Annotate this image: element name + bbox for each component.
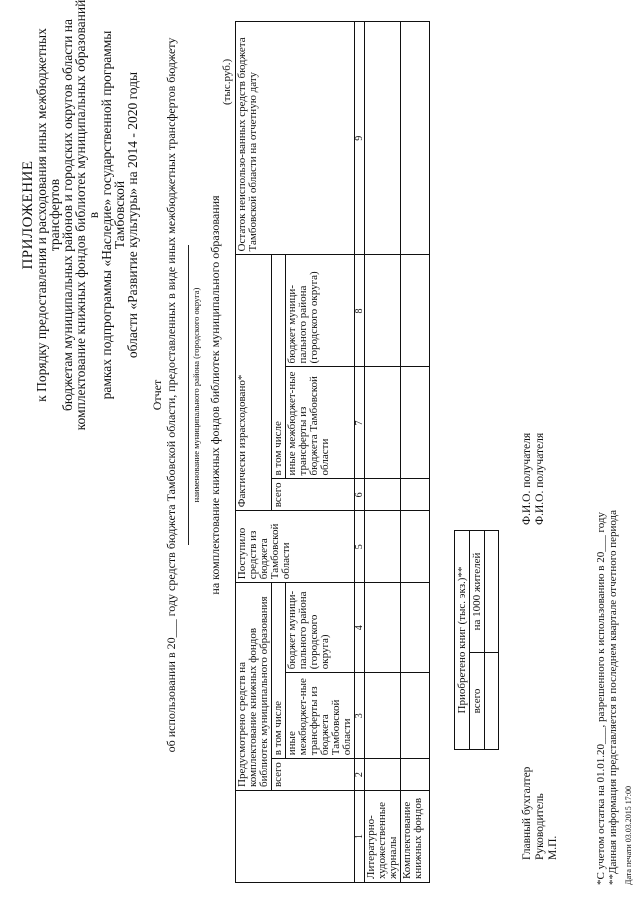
footnote: **Данная информация представляется в последнем квартале отчетного периода	[607, 509, 619, 885]
col-total: всего	[272, 479, 355, 511]
table-cell	[401, 255, 430, 367]
column-number: 3	[355, 673, 365, 759]
books-header: Приобретено книг (тыс. экз.)**	[455, 531, 470, 750]
table-cell	[365, 22, 401, 255]
table-cell	[401, 673, 430, 759]
row-label: Литературно-художественные журналы	[365, 791, 401, 883]
col-planned: Предусмотрено средств на комплектование книжных фондов библиотек муниципального образования	[236, 583, 272, 791]
col-transfers: иные межбюджет-ные трансферты из бюджета Тамбовской области	[286, 367, 355, 479]
col-municipal: бюджет муници-пального района (городского округа)	[286, 255, 355, 367]
table-cell	[401, 511, 430, 583]
table-cell	[401, 367, 430, 479]
table-cell	[365, 673, 401, 759]
table-cell	[365, 583, 401, 673]
table-cell	[365, 367, 401, 479]
header-line: к Порядку предоставления и расходования иных межбюджетных трансфертов	[34, 28, 62, 402]
col-transfers: иные межбюджет-ные трансферты из бюджета Тамбовской области	[286, 673, 355, 759]
unit-label: (тыс.руб.)	[221, 58, 233, 105]
report-subtitle: об использовании в 20___ году средств бюджета Тамбовской области, предоставленных в виде иных межбюджетных трансфертов бюджету	[164, 37, 178, 753]
corner-cell	[236, 791, 355, 883]
chief-accountant-label: Главный бухгалтер	[521, 766, 533, 860]
table-cell	[485, 531, 499, 653]
table-cell	[401, 22, 430, 255]
column-number-row	[355, 22, 365, 883]
column-number: 9	[355, 22, 365, 255]
appendix-header	[22, 0, 139, 435]
table-cell	[401, 759, 430, 791]
table-row	[401, 22, 430, 883]
column-number: 5	[355, 511, 365, 583]
col-total: всего	[272, 759, 355, 791]
print-date: Дата печати 03.03.2015 17:00	[624, 786, 633, 885]
table-cell	[401, 583, 430, 673]
col-remain: Остаток неиспользо-ванных средств бюджета Тамбовской области на отчетную дату	[236, 22, 355, 255]
table-row	[365, 22, 401, 883]
col-municipal: бюджет муници-пального района (городского округа)	[286, 583, 355, 673]
col-received: Поступило средств из бюджета Тамбовской области	[236, 511, 355, 583]
column-number: 4	[355, 583, 365, 673]
table-cell	[401, 479, 430, 511]
column-number: 1	[355, 791, 365, 883]
column-number: 6	[355, 479, 365, 511]
appendix-title: ПРИЛОЖЕНИЕ	[20, 160, 36, 270]
recipient-name: Ф.И.О. получателя	[534, 432, 546, 525]
col-incl: в том числе	[272, 583, 286, 759]
header-line: рамках подпрограммы «Наследие» государственной программы Тамбовской	[99, 30, 127, 400]
footnote: *С учетом остатка на 01.01.20___, разрешенного к использованию в 20___ году	[595, 512, 607, 885]
report-table	[235, 21, 430, 883]
header-line: комплектование книжных фондов библиотек муниципальных образований в	[73, 0, 101, 431]
report-heading	[150, 15, 222, 775]
table-cell	[365, 479, 401, 511]
books-col-total: всего	[470, 653, 485, 750]
table-cell	[365, 511, 401, 583]
column-number: 8	[355, 255, 365, 367]
report-purpose: на комплектование книжных фондов библиотек муниципального образования	[208, 195, 222, 595]
books-col-per-1000: на 1000 жителей	[470, 531, 485, 653]
table-cell	[485, 653, 499, 750]
column-number: 2	[355, 759, 365, 791]
table-cell	[365, 759, 401, 791]
row-label: Комплектование книжных фондов	[401, 791, 430, 883]
stamp-label: М.П.	[547, 835, 559, 860]
recipient-name: Ф.И.О. получателя	[521, 432, 533, 525]
column-number: 7	[355, 367, 365, 479]
report-title: Отчет	[150, 379, 164, 411]
col-incl: в том числе	[272, 255, 286, 479]
head-label: Руководитель	[534, 793, 546, 860]
signature-block	[521, 767, 560, 860]
header-row	[236, 22, 272, 883]
header-line: области «Развитие культуры» на 2014 - 2020 годы	[125, 71, 140, 359]
books-table	[454, 530, 499, 750]
col-spent: Фактически израсходовано*	[236, 255, 272, 511]
recipient-names	[521, 433, 547, 525]
header-line: бюджетам муниципальных районов и городских округов области на	[60, 19, 75, 412]
fill-in-caption: наименование муниципального района (городского округа)	[191, 287, 201, 503]
table-cell	[365, 255, 401, 367]
footnotes	[595, 510, 635, 885]
